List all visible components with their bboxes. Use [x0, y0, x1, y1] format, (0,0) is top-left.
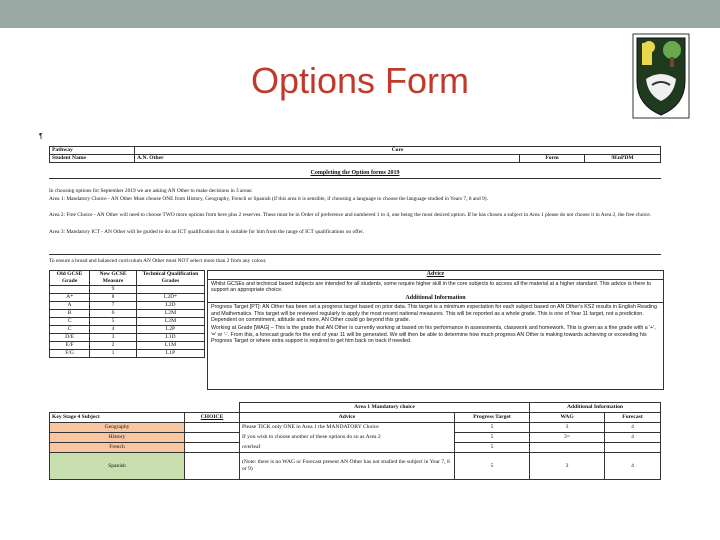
working-at-grade-text: Working at Grade [WAG] – This is the grade that AN Other is currently working at based on his performance in assessments, classwork and homework. This is given as a fine grade with a '+', '=' or '-'. From this, a forecast grade for the end of year 11 will be generated. We will then be able to determine how much progress AN Other is making towards achieving or exceeding his Progress Target or where extra support is required to get him back on track if needed. — [211, 325, 656, 345]
grade-cell: L2P — [136, 325, 204, 333]
subject-choice-table — [49, 402, 661, 480]
subject-advice: overleaf — [240, 443, 455, 453]
area3-text: Area 3: Mandatory ICT - AN Other will be guided to do an ICT qualification that is suitable for him from the range of ICT qualifications on offer. — [49, 229, 364, 235]
grade-cell: B — [50, 309, 90, 317]
grade-row — [50, 333, 205, 341]
completing-title: Completing the Option forms 2019 — [49, 170, 661, 179]
grade-cell: L2D — [136, 301, 204, 309]
grade-cell: L1D — [136, 333, 204, 341]
subject-name: Spanish — [50, 453, 185, 480]
grade-row — [50, 325, 205, 333]
area1-text: Area 1: Mandatory Choice - AN Other Must choose ONE from History, Geography, French or Spanish (if this area it is sensible, if choosing a language to choose the language studied in Years 7, 8 and 9). — [49, 196, 488, 202]
col-choice: CHOICE — [185, 413, 240, 423]
subject-wag: 3= — [530, 433, 605, 443]
grade-cell: F/G — [50, 349, 90, 357]
subject-advice: Please TICK only ONE in Area 1 the MANDATORY Choice — [240, 423, 455, 433]
subject-pt: 5 — [455, 423, 530, 433]
subject-row-geography — [50, 423, 661, 433]
grade-row — [50, 301, 205, 309]
col-wag: WAG — [530, 413, 605, 423]
subject-row-spanish — [50, 453, 661, 480]
grade-cell: 4 — [90, 325, 137, 333]
student-info-table — [49, 146, 661, 163]
subject-forecast: 4 — [605, 433, 661, 443]
school-crest-icon — [632, 33, 690, 119]
subject-forecast: 4 — [605, 423, 661, 433]
subject-advice: If you wish to choose another of these options do so as Area 2 — [240, 433, 455, 443]
grade-row — [50, 285, 205, 293]
student-name-value[interactable]: A.N. Other — [135, 154, 520, 162]
grade-table — [49, 270, 205, 358]
subject-name: History — [50, 433, 185, 443]
choice-box[interactable] — [185, 443, 240, 453]
paragraph-mark: ¶ — [39, 133, 43, 140]
additional-info-col-heading: Additional Information — [530, 403, 661, 413]
subject-name: French — [50, 443, 185, 453]
subject-row-history — [50, 433, 661, 443]
grade-cell: 1 — [90, 349, 137, 357]
grade-cell: C — [50, 317, 90, 325]
grade-cell: 6 — [90, 309, 137, 317]
subject-wag: 3 — [530, 453, 605, 480]
grade-cell: 5 — [90, 317, 137, 325]
grade-cell: 8 — [90, 293, 137, 301]
grade-cell: L2M — [136, 317, 204, 325]
intro-text: In choosing options for September 2019 we are asking AN Other to make decisions in 3 areas: — [49, 188, 253, 194]
grade-cell: 3 — [90, 333, 137, 341]
col-progress-target: Progress Target — [455, 413, 530, 423]
grade-header-technical: Technical Qualification Grades — [136, 271, 204, 286]
grade-cell: A* — [50, 293, 90, 301]
grade-cell — [136, 285, 204, 293]
subject-name: Geography — [50, 423, 185, 433]
subject-wag: 3 — [530, 423, 605, 433]
grade-cell: L2D* — [136, 293, 204, 301]
progress-target-text: Progress Target [PT]: AN Other has been set a progress target based on prior data. This target is a minimum expectation for each subject based on AN Other's KS2 results in English Reading and Mathematics. This target will be reviewed regularly to apply the most recent national measures. This will be reported as a whole grade. This is one of Year 11 target, not a prediction. Dependent on commitment, attitude and more, AN Other could go beyond this grade. — [211, 304, 657, 324]
col-subject: Key Stage 4 Subject — [50, 413, 185, 423]
grade-row — [50, 293, 205, 301]
grade-row — [50, 317, 205, 325]
col-advice: Advice — [240, 413, 455, 423]
grade-cell: E/F — [50, 341, 90, 349]
divider — [49, 254, 661, 255]
grade-cell: D/E — [50, 333, 90, 341]
col-forecast: Forecast — [605, 413, 661, 423]
options-form-document — [37, 133, 663, 488]
grade-cell: 7 — [90, 301, 137, 309]
grade-row — [50, 309, 205, 317]
student-name-label: Student Name — [50, 154, 135, 162]
subject-pt: 5 — [455, 433, 530, 443]
advice-text: Whilst GCSEs and technical based subjects are intended for all students, some require higher skill in the core subjects to access all the material at a higher standard. This advice is there to support an appropriate choice. — [211, 280, 652, 294]
subject-row-french — [50, 443, 661, 453]
grade-cell: L2M — [136, 309, 204, 317]
grade-row — [50, 349, 205, 357]
grade-cell: 2 — [90, 341, 137, 349]
form-value[interactable]: 9EnPDM — [585, 154, 661, 162]
form-label: Form — [520, 154, 585, 162]
subject-pt: 5 — [455, 443, 530, 453]
subject-forecast: 4 — [605, 453, 661, 480]
area2-text: Area 2: Free Choice - AN Other will need to choose TWO more options from here plus 2 reserves. These must be in Order of preference and numbered 1 to 4, one being the most desired option. If he has chosen a subject in Area 1 please do not choose it in Area 2, the free choice. — [49, 212, 652, 218]
grade-cell: L1P — [136, 349, 204, 357]
balance-text: To ensure a broad and balanced curriculum AN Other must NOT select more than 2 from any colour. — [49, 258, 267, 264]
additional-info-heading: Additional Information — [208, 295, 663, 304]
pathway-value: Core — [135, 147, 661, 155]
grade-cell: 9 — [90, 285, 137, 293]
subject-advice: (Note: there is no WAG or Forecast present AN Other has not studied the subject in Year 7, 8 or 9) — [240, 453, 455, 480]
area1-heading: Area 1 Mandatory choice — [240, 403, 530, 413]
grade-cell: L1M — [136, 341, 204, 349]
pathway-label: Pathway — [50, 147, 135, 155]
grade-header-new: New GCSE Measure — [90, 271, 137, 286]
subject-forecast — [605, 443, 661, 453]
top-color-bar — [0, 0, 720, 28]
choice-box[interactable] — [185, 453, 240, 480]
subject-pt: 5 — [455, 453, 530, 480]
choice-box[interactable] — [185, 423, 240, 433]
grade-cell: A — [50, 301, 90, 309]
advice-box — [207, 270, 664, 390]
grade-cell: C — [50, 325, 90, 333]
choice-box[interactable] — [185, 433, 240, 443]
grade-header-old: Old GCSE Grade — [50, 271, 90, 286]
grade-row — [50, 341, 205, 349]
slide-title: Options Form — [250, 60, 470, 101]
subject-wag — [530, 443, 605, 453]
grade-cell — [50, 285, 90, 293]
advice-heading: Advice — [208, 271, 663, 280]
